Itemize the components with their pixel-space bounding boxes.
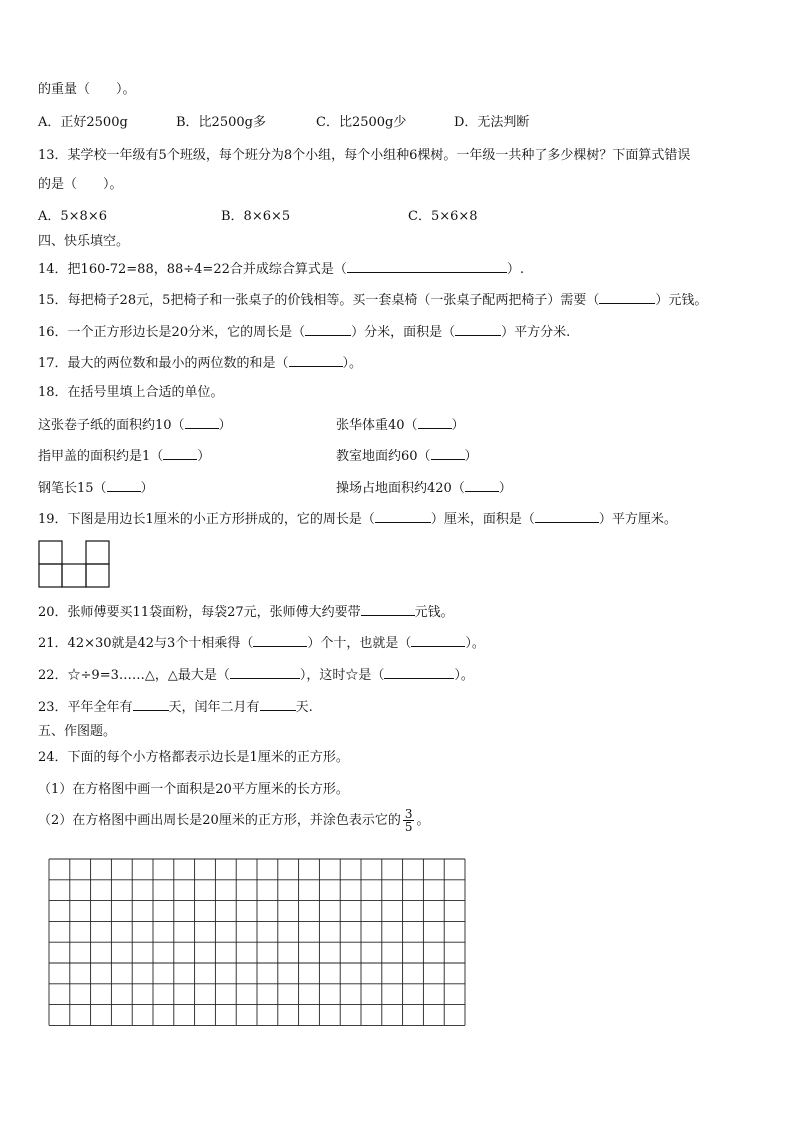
- q23-text: 23．平年全年有: [38, 700, 133, 715]
- q24-sub2-end: 。: [416, 813, 430, 828]
- q20-text: 20．张师傅要买11袋面粉，每袋27元，张师傅大约要带: [38, 605, 361, 620]
- q22-text-mid: ），这时☆是（: [299, 668, 385, 683]
- q22-text: 22．☆÷9=3……△，△最大是（: [38, 668, 230, 683]
- q19-text-mid: ）厘米，面积是（: [430, 512, 535, 527]
- q18-item-4-text: 教室地面约60（: [336, 449, 431, 464]
- q18-item-5-end: ）: [140, 481, 154, 496]
- q18-item-4: [336, 447, 478, 465]
- q18-item-3-blank[interactable]: [163, 447, 197, 460]
- figure-square: [62, 564, 86, 587]
- q18-item-5-text: 钢笔长15（: [38, 481, 107, 496]
- q16-area-blank[interactable]: [455, 323, 501, 336]
- q21-first-blank[interactable]: [253, 634, 307, 647]
- q18-item-1-text: 这张卷子纸的面积约10（: [38, 418, 185, 433]
- q23: [38, 698, 313, 716]
- q20-text-end: 元钱。: [414, 605, 454, 620]
- q19-perimeter-blank[interactable]: [375, 510, 431, 523]
- q12-option-b: B．比2500g多: [176, 115, 266, 130]
- q17-text: 17．最大的两位数和最小的两位数的和是（: [38, 356, 289, 371]
- q14: [38, 260, 524, 278]
- q23-year-blank[interactable]: [133, 698, 169, 711]
- q22-star-blank[interactable]: [384, 666, 454, 679]
- q19: [38, 510, 677, 528]
- q12-stem-tail: 的重量（ ）。: [38, 82, 136, 97]
- fraction-numerator: 3: [404, 807, 413, 821]
- q12-option-c: C．比2500g少: [316, 115, 407, 130]
- q16: [38, 323, 570, 341]
- q18-item-6-end: ）: [498, 481, 512, 496]
- q18-item-5: [38, 479, 154, 497]
- q18-item-3: [38, 447, 210, 465]
- q16-text: 16．一个正方形边长是20分米，它的周长是（: [38, 325, 306, 340]
- q12-options: [38, 115, 529, 131]
- q13-stem-line2: 的是（ ）。: [38, 177, 123, 192]
- figure-square: [39, 564, 62, 587]
- q15: [38, 291, 707, 309]
- figure-square: [39, 541, 62, 564]
- q18-item-3-end: ）: [197, 449, 211, 464]
- q13-options: [38, 209, 478, 225]
- q15-text-end: ）元钱。: [655, 293, 708, 308]
- q16-text-mid: ）分米，面积是（: [351, 325, 456, 340]
- q18-item-2-text: 张华体重40（: [336, 418, 418, 433]
- q16-text-end: ）平方分米.: [501, 325, 571, 340]
- q22-triangle-blank[interactable]: [230, 666, 300, 679]
- fraction-denominator: 5: [404, 820, 413, 834]
- q23-text-mid: 天，闰年二月有: [168, 700, 260, 715]
- q18-item-6-text: 操场占地面积约420（: [336, 481, 465, 496]
- q22-text-end: ）。: [454, 668, 474, 683]
- q24-sub2: [38, 806, 429, 836]
- q18-item-3-text: 指甲盖的面积约是1（: [38, 449, 164, 464]
- q13-option-a: A．5×8×6: [38, 209, 107, 224]
- q18-item-5-blank[interactable]: [107, 479, 141, 492]
- q18-item-6: [336, 479, 512, 497]
- figure-square: [86, 541, 109, 564]
- q18-item-1-end: ）: [218, 418, 232, 433]
- q20: [38, 603, 454, 621]
- q12-option-a: A．正好2500g: [38, 115, 128, 130]
- q18-item-1-blank[interactable]: [185, 416, 219, 429]
- q22: [38, 666, 474, 684]
- section-4-title: 四、快乐填空。: [38, 234, 130, 249]
- q18-item-6-blank[interactable]: [465, 479, 499, 492]
- q14-text-end: ）.: [506, 262, 525, 277]
- q16-perimeter-blank[interactable]: [305, 323, 351, 336]
- q13-option-b: B．8×6×5: [221, 209, 291, 224]
- q18-item-2: [336, 416, 465, 434]
- q23-text-end: 天.: [295, 700, 313, 715]
- q15-text: 15．每把椅子28元，5把椅子和一张桌子的价钱相等。买一套桌椅（一张桌子配两把椅子）需要（: [38, 293, 600, 308]
- q21: [38, 634, 485, 652]
- q17: [38, 354, 362, 372]
- q21-second-blank[interactable]: [411, 634, 465, 647]
- q21-text-mid: ）个十，也就是（: [307, 636, 412, 651]
- q14-answer-blank[interactable]: [347, 260, 507, 273]
- q13-option-c: C．5×6×8: [408, 209, 478, 224]
- q24-title: 24．下面的每个小方格都表示边长是1厘米的正方形。: [38, 750, 349, 765]
- fraction-three-fifths: [403, 808, 415, 833]
- q19-text: 19．下图是用边长1厘米的小正方形拼成的，它的周长是（: [38, 512, 375, 527]
- q24-sub2-text: （2）在方格图中画出周长是20厘米的正方形，并涂色表示它的: [38, 813, 401, 828]
- q17-answer-blank[interactable]: [289, 354, 343, 367]
- q18-item-2-blank[interactable]: [418, 416, 452, 429]
- q12-option-d: D．无法判断: [454, 115, 530, 130]
- figure-square: [86, 564, 109, 587]
- q18-item-4-end: ）: [464, 449, 478, 464]
- q21-text: 21．42×30就是42与3个十相乘得（: [38, 636, 254, 651]
- q15-answer-blank[interactable]: [599, 291, 655, 304]
- q24-sub1: （1）在方格图中画一个面积是20平方厘米的长方形。: [38, 782, 349, 797]
- q14-text: 14．把160-72=88，88÷4=22合并成综合算式是（: [38, 262, 347, 277]
- q18-item-1: [38, 416, 232, 434]
- q24-square-grid[interactable]: [48, 858, 468, 1028]
- q23-feb-blank[interactable]: [260, 698, 296, 711]
- q21-text-end: ）。: [465, 636, 485, 651]
- section-5-title: 五、作图题。: [38, 724, 117, 739]
- q18-item-2-end: ）: [451, 418, 465, 433]
- q20-answer-blank[interactable]: [361, 603, 415, 616]
- q19-text-end: ）平方厘米。: [598, 512, 677, 527]
- q19-area-blank[interactable]: [535, 510, 599, 523]
- q17-text-end: ）。: [342, 356, 363, 371]
- q18-item-4-blank[interactable]: [431, 447, 465, 460]
- q19-square-figure: [38, 540, 113, 590]
- q18-title: 18．在括号里填上合适的单位。: [38, 385, 224, 400]
- q13-stem-line1: 13．某学校一年级有5个班级，每个班分为8个小组，每个小组种6棵树。一年级一共种了多少棵树？下面算式错误: [38, 148, 691, 163]
